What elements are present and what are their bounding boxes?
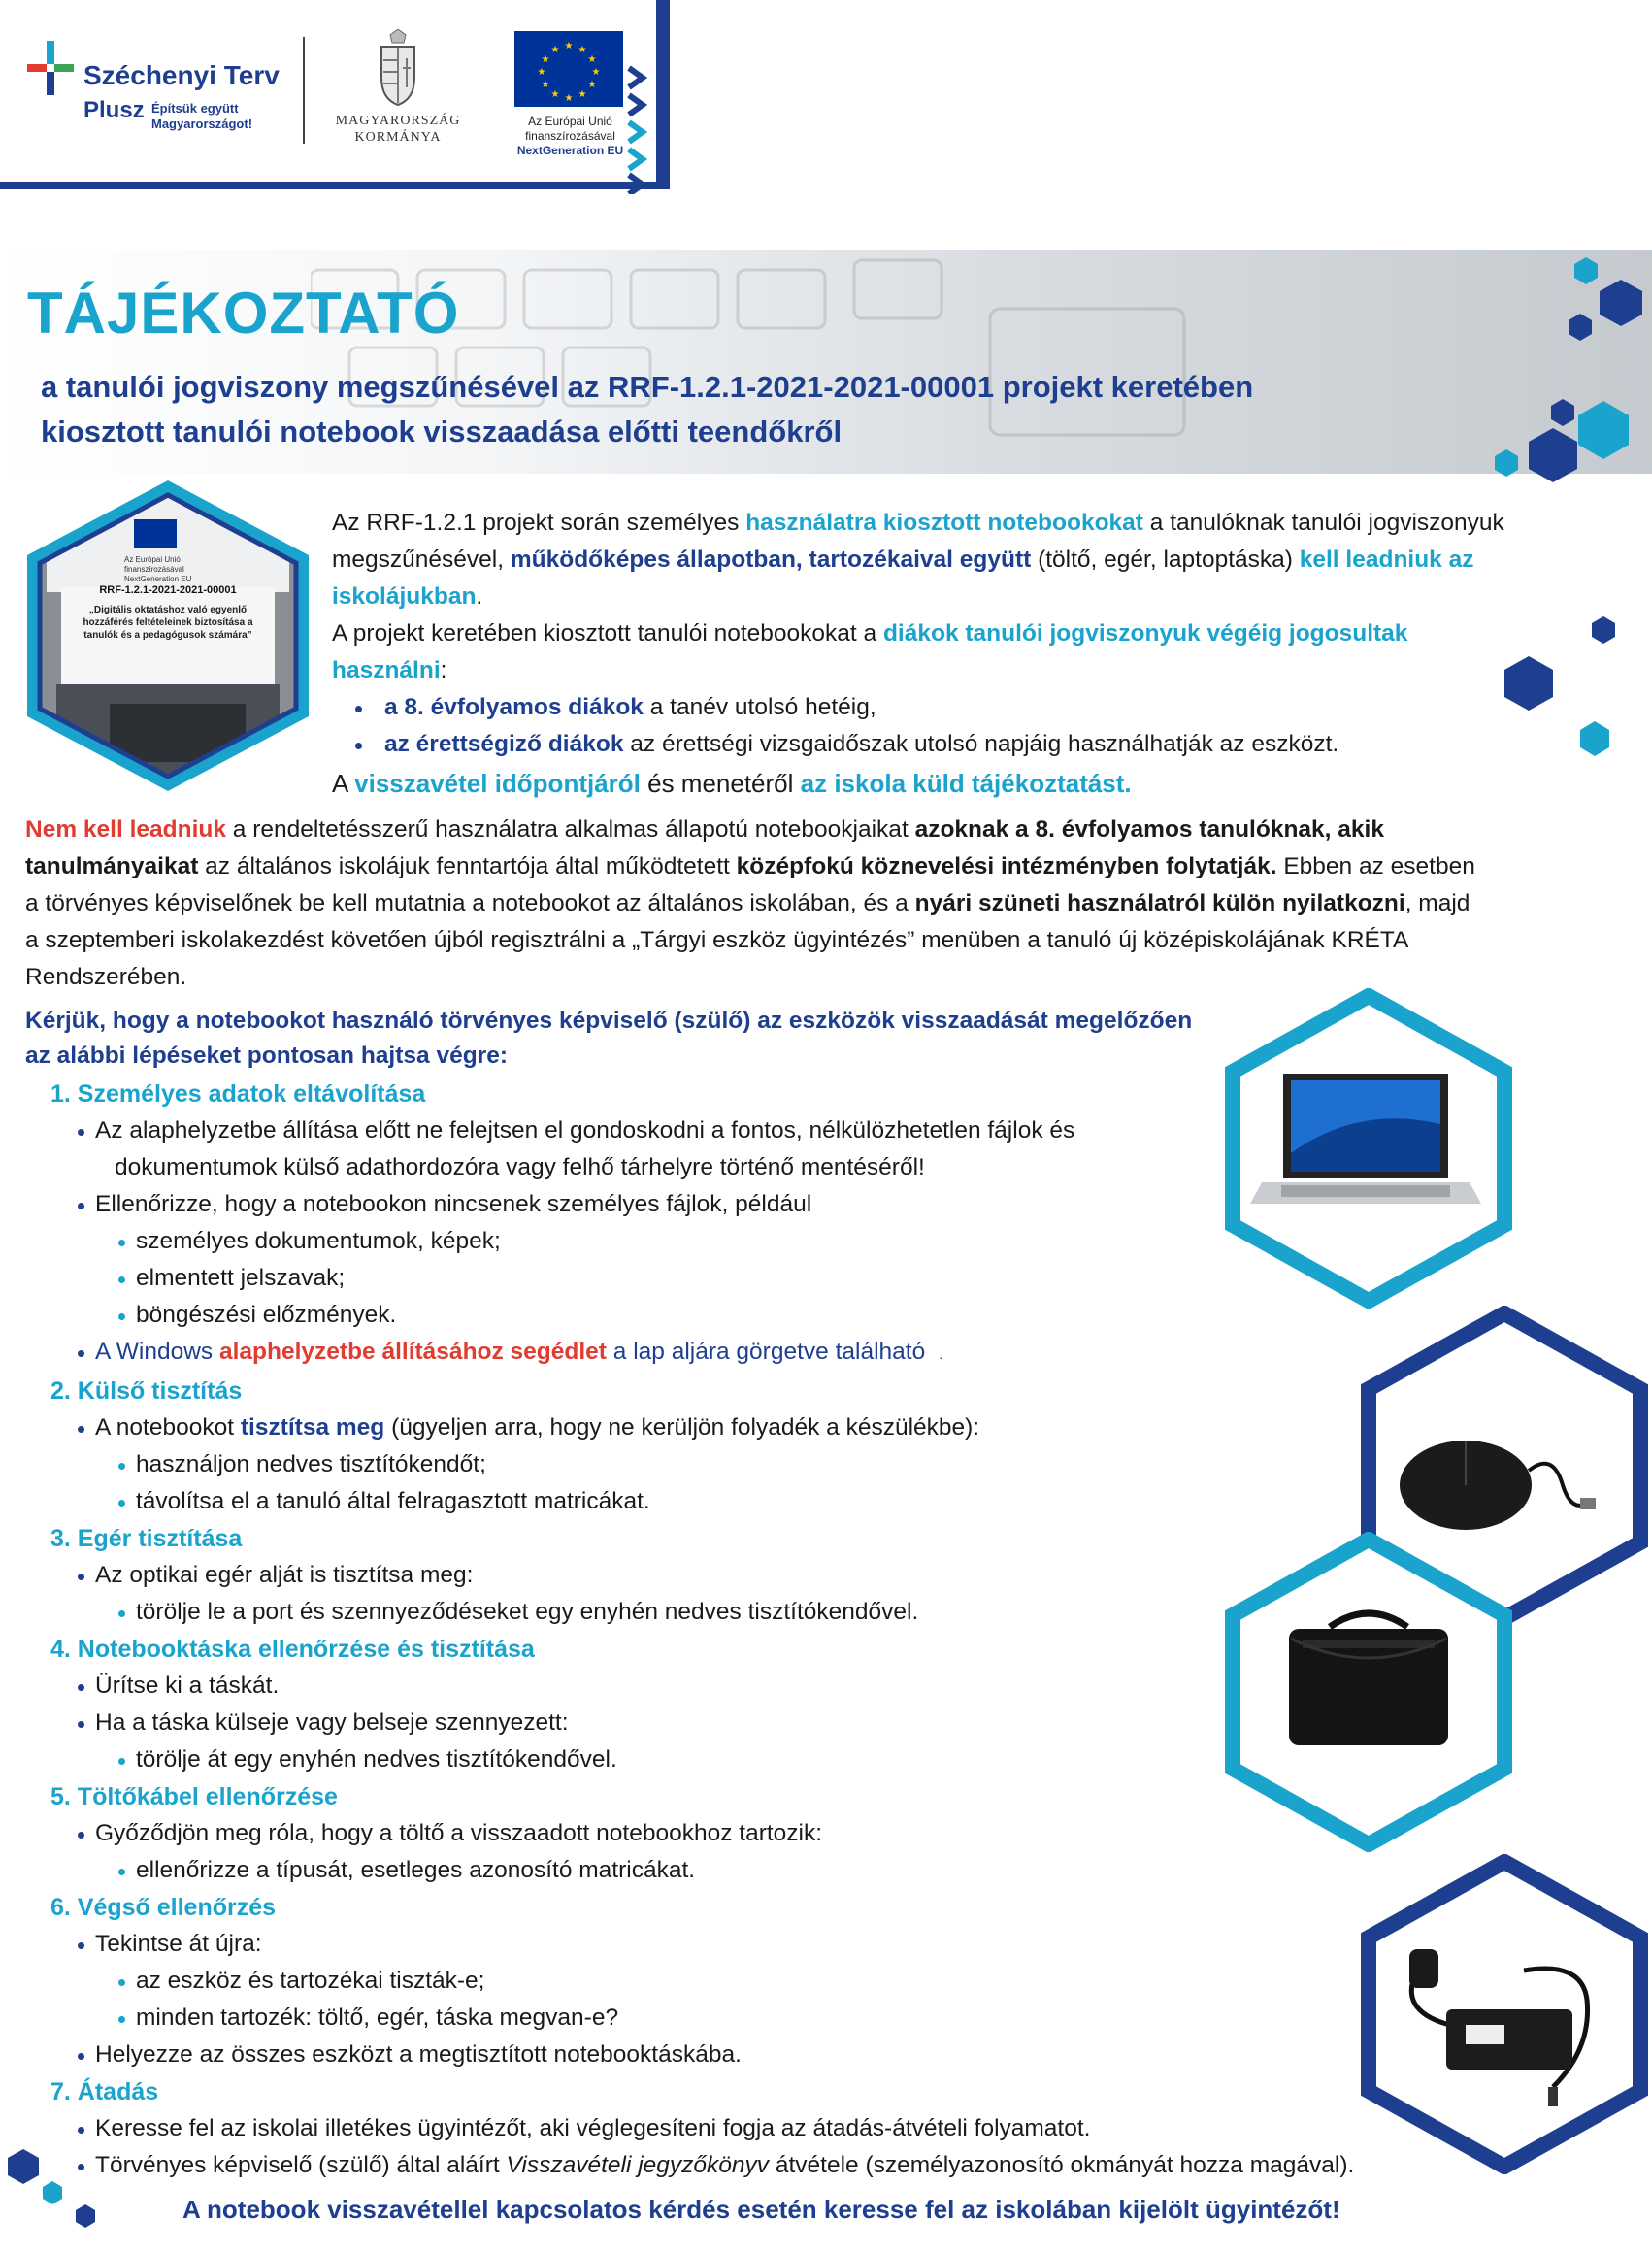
svg-text:★: ★ bbox=[541, 54, 550, 65]
page-title: TÁJÉKOZTATÓ bbox=[27, 281, 460, 346]
laptop-hexagon bbox=[1223, 988, 1514, 1309]
svg-text:★: ★ bbox=[564, 41, 574, 51]
intro-paragraph-2: A projekt keretében kiosztott tanulói notebookokat a diákok tanulói jogviszonyuk végéig jogosultak bbox=[332, 620, 1408, 646]
svg-text:★: ★ bbox=[550, 89, 560, 100]
windows-reset-hint: A Windows alaphelyzetbe állításához segédlet a lap aljára görgetve található . bbox=[78, 1334, 1506, 1373]
svg-text:★: ★ bbox=[537, 67, 546, 78]
photo-caption: „Digitális oktatáshoz való egyenlő hozzáférés feltételeinek biztosítása a tanulók és a pedagógusok számára” bbox=[83, 605, 253, 641]
charger-hexagon bbox=[1359, 1854, 1650, 2174]
project-photo bbox=[17, 476, 318, 796]
hexagon-decoration-mid-icon bbox=[1495, 612, 1621, 777]
page-subtitle: a tanulói jogviszony megszűnésével az RRF-1.2.1-2021-2021-00001 projekt keretében kiosztott tanulói notebook visszaadása előtti teendőkről bbox=[41, 370, 1254, 448]
szechenyi-plusz: Plusz bbox=[83, 97, 145, 123]
bag-hexagon bbox=[1223, 1532, 1514, 1852]
photo-eu-text: Az Európai Unió finanszírozásával NextGeneration EU bbox=[124, 555, 192, 583]
step-2-title: 2. Külső tisztítás bbox=[50, 1377, 243, 1405]
svg-text:★: ★ bbox=[564, 93, 574, 104]
hexagon-decoration-bottom-icon bbox=[0, 2140, 107, 2253]
szechenyi-tagline: Építsük együtt Magyarországot! bbox=[151, 101, 253, 131]
svg-text:★: ★ bbox=[541, 80, 550, 90]
svg-text:★: ★ bbox=[578, 45, 587, 55]
step-6-title: 6. Végső ellenőrzés bbox=[50, 1894, 277, 1921]
szechenyi-logo bbox=[27, 39, 289, 136]
szechenyi-cross-icon bbox=[27, 41, 76, 99]
intro-bullet-2: az érettségiző diákok az érettségi vizsgaidőszak utolsó napjáig használhatják az eszközt. bbox=[355, 726, 1613, 763]
eu-flag-icon bbox=[514, 31, 623, 107]
laptop-icon bbox=[1250, 1074, 1481, 1204]
coat-of-arms-icon bbox=[378, 29, 418, 107]
svg-text:★: ★ bbox=[587, 54, 597, 65]
kormany-text: MAGYARORSZÁG KORMÁNYA bbox=[335, 114, 461, 145]
kormany-logo bbox=[335, 29, 461, 155]
svg-text:★: ★ bbox=[550, 45, 560, 55]
steps-section: 1. Személyes adatok eltávolítása Az alaphelyzetbe állítása előtt ne felejtsen el gondoskodni a fontos, nélkülözhetetlen fájlok és dokumentumok külső adathordozóra vagy felhő tárhelyre történő mentéséről! Ellenőrizze, hogy a notebookon nincsenek személyes fájlok, például személyes dokumentumok, képek; elmentett jelszavak; böngészési előzmények. A Windows alaphelyzetbe állításához segédlet a lap aljára görgetve található . 2. Külső tisztítás A notebookot tisztítsa meg (ügyeljen arra, hogy ne kerüljön folyadék a készülékbe): használjon nedves tisztítókendőt; távolítsa el a tanuló által felragasztott matricákat. 3. Egér tisztítása Az optikai egér alját is tisztítsa meg: törölje le a port és szennyeződéseket egy enyhén nedves tisztítókendővel. 4. Notebooktáska ellenőrzése és tisztítása Ürítse ki a táskát. Ha a táska külseje vagy belseje szennyezett: törölje át egy enyhén nedves tisztítókendővel. 5. Töltőkábel ellenőrzése Győződjön meg róla, hogy a töltő a visszaadott notebookhoz tartozik: ellenőrizze a típusát, esetleges azonosító matricákat. 6. Végső ellenőrzés Tekintse át újra: az eszköz és tartozékai tiszták-e; minden tartozék: töltő, egér, táska megvan-e? Helyezze az összes eszközt a megtisztított notebooktáskába. 7. Átadás Keresse fel az iskolai illetékes ügyintézőt, aki véglegesíteni fogja az átadás-átvételi folyamatot. Törvényes képviselő (szülő) által aláírt Visszavételi jegyzőkönyv átvétele (személyazonosító okmányát hozza magával). bbox=[50, 1076, 1506, 2184]
svg-text:★: ★ bbox=[591, 67, 601, 78]
request-section: Kérjük, hogy a notebookot használó törvényes képviselő (szülő) az eszközök visszaadását megelőzően az alábbi lépéseket pontosan hajtsa végre: bbox=[25, 1008, 1193, 1069]
eu-text: Az Európai Unió finanszírozásával NextGeneration EU bbox=[516, 115, 624, 157]
intro-paragraph-3: A visszavétel időpontjáról és menetéről az iskola küld tájékoztatást. bbox=[332, 769, 1132, 798]
intro-bullet-1: a 8. évfolyamos diákok a tanév utolsó hetéig, bbox=[355, 689, 1613, 726]
footer-note: A notebook visszavétellel kapcsolatos kérdés esetén keresse fel az iskolában kijelölt ügyintézőt! bbox=[182, 2195, 1340, 2224]
hexagon-decoration-top-icon bbox=[1485, 243, 1652, 485]
eu-logo bbox=[510, 31, 645, 177]
photo-project-code: RRF-1.2.1-2021-2021-00001 bbox=[99, 584, 237, 596]
step-4-title: 4. Notebooktáska ellenőrzése és tisztítása bbox=[50, 1636, 535, 1663]
szechenyi-title: Széchenyi Terv bbox=[83, 60, 280, 90]
intro-paragraph-1: Az RRF-1.2.1 projekt során személyes használatra kiosztott notebookokat a tanulóknak tanulói jogviszonyuk bbox=[332, 510, 1504, 536]
step-5-title: 5. Töltőkábel ellenőrzése bbox=[50, 1783, 338, 1810]
svg-text:★: ★ bbox=[587, 80, 597, 90]
step-1-title: 1. Személyes adatok eltávolítása bbox=[50, 1080, 426, 1108]
exception-section: Nem kell leadniuk a rendeltetésszerű használatra alkalmas állapotú notebookjaikat azoknak a 8. évfolyamos tanulóknak, akik tanulmányaikat az általános iskolájuk fenntartója által működtetett középfokú köznevelési intézményben folytatják. Ebben az esetben a törvényes képviselőnek be kell mutatnia a notebookot az általános iskolában, és a nyári szüneti használatról külön nyilatkozni, majd a szeptemberi iskolakezdést követően újból regisztrálni a „Tárgyi eszköz ügyintézés” menüben a tanuló új középiskolájának KRÉTA Rendszerében. bbox=[25, 816, 1475, 990]
logo-separator bbox=[303, 37, 305, 144]
step-7-title: 7. Átadás bbox=[50, 2078, 159, 2105]
intro-section: Az RRF-1.2.1 projekt során személyes használatra kiosztott notebookokat a tanulóknak tanulói jogviszonyuk megszűnésével, működőképes állapotban, tartozékaival együtt (töltő, egér, laptoptáska) kell leadniuk az iskolájukban. A projekt keretében kiosztott tanulói notebookokat a diákok tanulói jogviszonyuk végéig jogosultak használni: a 8. évfolyamos diákok a tanév utolsó hetéig, az érettségiző diákok az érettségi vizsgaidőszak utolsó napjáig használhatják az eszközt. A visszavétel időpontjáról és menetéről az iskola küld tájékoztatást. bbox=[332, 505, 1613, 802]
step-3-title: 3. Egér tisztítása bbox=[50, 1525, 243, 1552]
svg-text:★: ★ bbox=[578, 89, 587, 100]
notebook-bag-icon bbox=[1289, 1613, 1448, 1745]
header bbox=[0, 0, 679, 199]
title-banner bbox=[0, 250, 1652, 474]
